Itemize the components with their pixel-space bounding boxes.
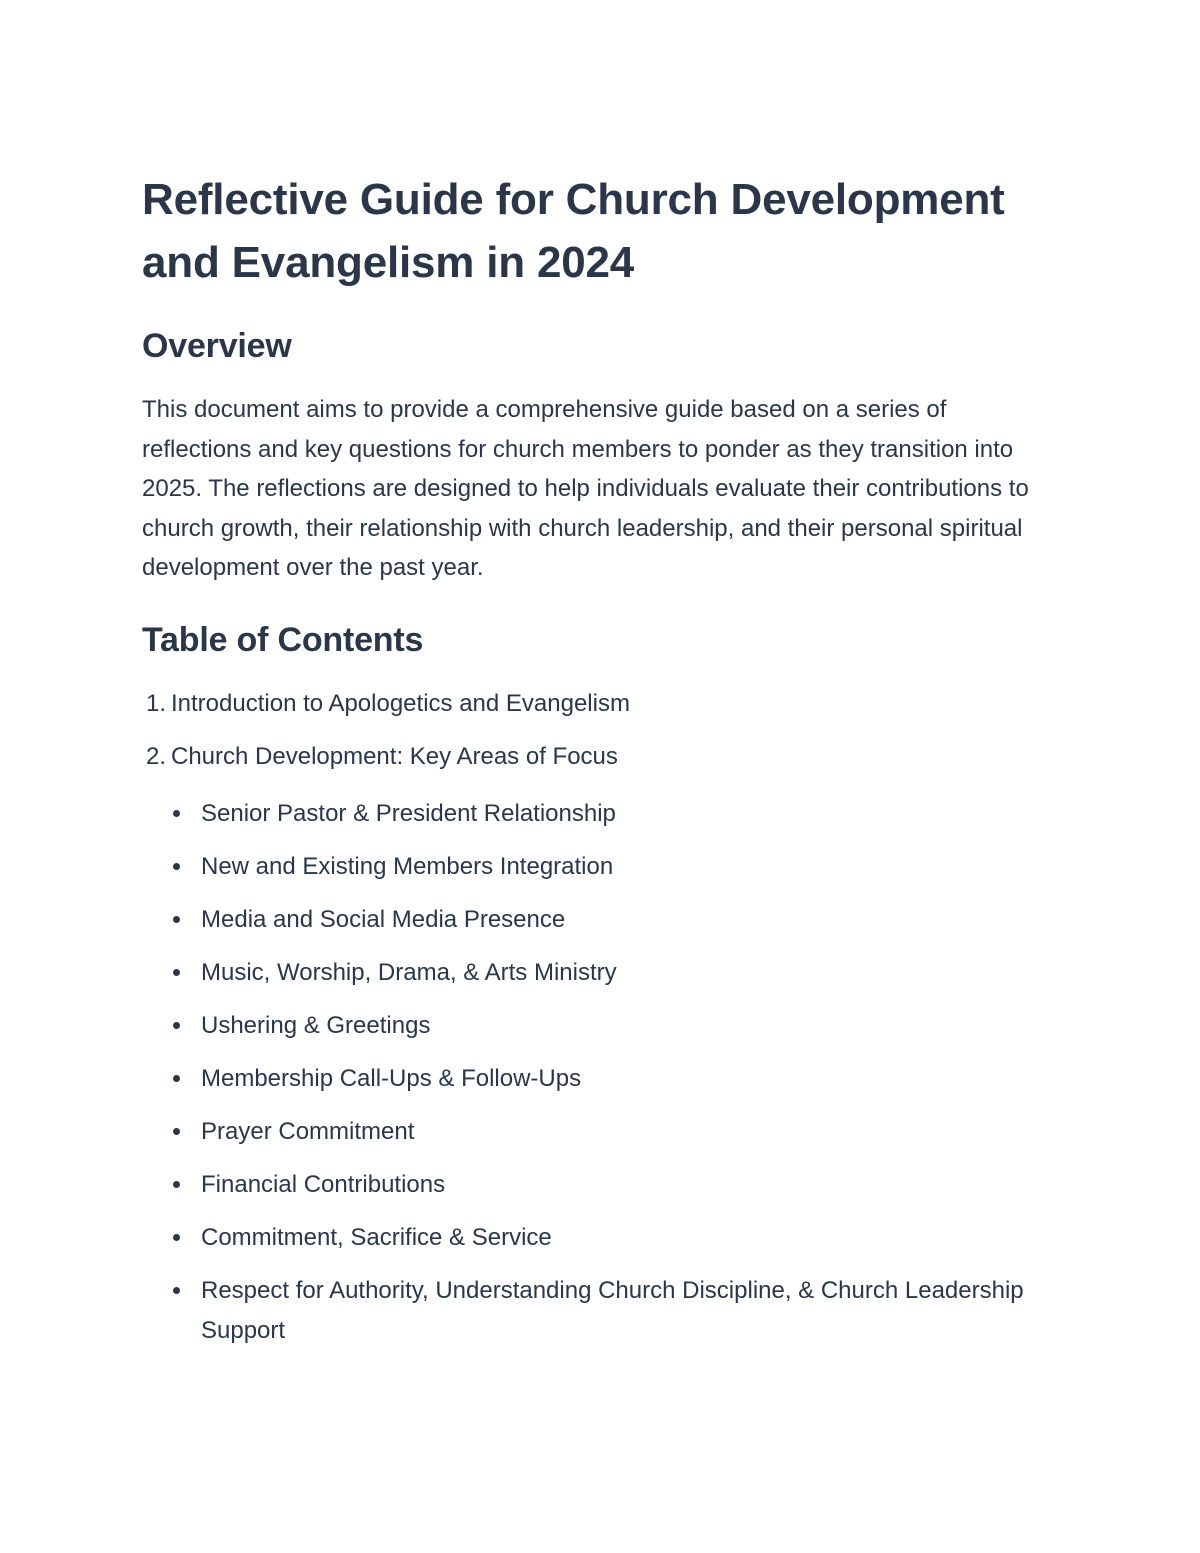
- toc-subitem: [171, 1218, 1062, 1258]
- bullet-icon: [173, 1181, 180, 1188]
- toc-item-introduction: [142, 688, 1062, 720]
- document-page: [142, 168, 1062, 1372]
- overview-paragraph: This document aims to provide a comprehensive guide based on a series of reflections and key questions for church members to ponder as they transition into 2025. The reflections are designed to help individuals evaluate their contributions to church growth, their relationship with church leadership, and their personal spiritual development over the past year.: [142, 396, 1029, 581]
- bullet-icon: [173, 1128, 180, 1135]
- toc-subitem: [171, 794, 1062, 834]
- toc-sublist: [171, 794, 1062, 1351]
- toc-subitem-label: Ushering & Greetings: [201, 1011, 431, 1039]
- toc-item-number: 1.: [145, 689, 166, 717]
- toc-subitem-label: Commitment, Sacrifice & Service: [201, 1223, 552, 1251]
- toc-item-label: Church Development: Key Areas of Focus: [171, 742, 618, 770]
- bullet-icon: [173, 1287, 180, 1294]
- toc-subitem-label: New and Existing Members Integration: [201, 852, 614, 880]
- toc-item-number: 2.: [145, 742, 166, 770]
- bullet-icon: [173, 1075, 180, 1082]
- bullet-icon: [173, 1022, 180, 1029]
- toc-subitem: [171, 1006, 1062, 1046]
- bullet-icon: [173, 916, 180, 923]
- toc-subitem: [171, 847, 1062, 887]
- toc-subitem-label: Media and Social Media Presence: [201, 905, 566, 933]
- toc-heading: Table of Contents: [142, 620, 424, 659]
- toc-subitem-label: Respect for Authority, Understanding Church Discipline, & Church Leadership Support: [201, 1276, 1024, 1344]
- toc-item-church-development: [142, 741, 1062, 1351]
- toc-subitem: [171, 1165, 1062, 1205]
- toc-subitem: [171, 1271, 1062, 1351]
- toc-subitem-label: Music, Worship, Drama, & Arts Ministry: [201, 958, 617, 986]
- toc-subitem-label: Membership Call-Ups & Follow-Ups: [201, 1064, 582, 1092]
- toc-subitem-label: Financial Contributions: [201, 1170, 446, 1198]
- document-title: Reflective Guide for Church Development and Evangelism in 2024: [142, 175, 1005, 287]
- bullet-icon: [173, 1234, 180, 1241]
- bullet-icon: [173, 863, 180, 870]
- bullet-icon: [173, 810, 180, 817]
- toc-subitem: [171, 1112, 1062, 1152]
- toc-subitem-label: Senior Pastor & President Relationship: [201, 799, 616, 827]
- overview-heading: Overview: [142, 327, 292, 365]
- bullet-icon: [173, 969, 180, 976]
- toc-subitem: [171, 1059, 1062, 1099]
- toc-subitem: [171, 953, 1062, 993]
- toc-item-label: Introduction to Apologetics and Evangelism: [171, 689, 630, 717]
- toc-list: [142, 688, 1062, 1351]
- toc-subitem-label: Prayer Commitment: [201, 1117, 415, 1145]
- toc-subitem: [171, 900, 1062, 940]
